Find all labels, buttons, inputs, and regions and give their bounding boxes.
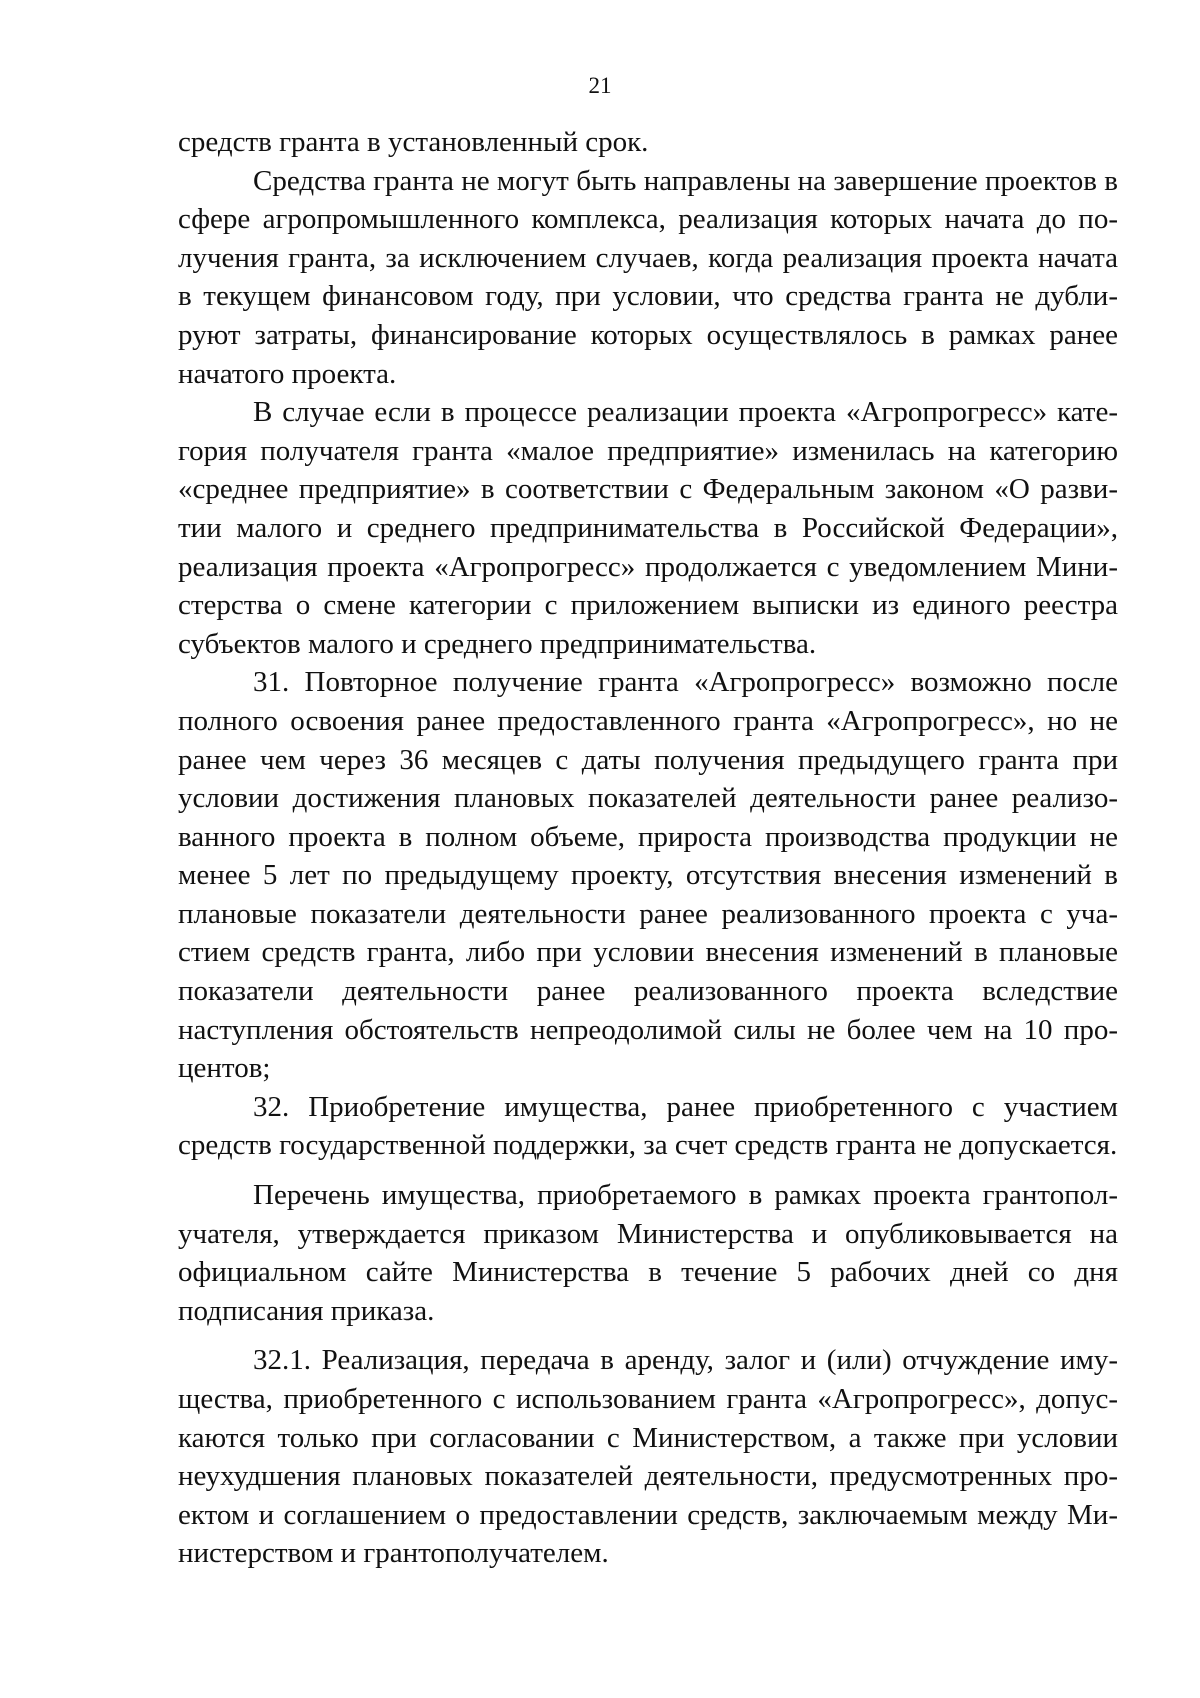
document-body	[178, 123, 1118, 1573]
page-number: 21	[588, 73, 612, 98]
paragraph-property-list: Перечень имущества, приобретаемого в рамках проекта грантополучателя, утверждается приказом Министерства и опубликовывается на официальном сайте Министерства в течение 5 рабочих дней со дня подписания приказа.	[178, 1179, 1118, 1327]
paragraph-continuation: средств гранта в установленный срок.	[178, 126, 649, 158]
paragraph-item-32: 32. Приобретение имущества, ранее приобретенного с участием средств государственной поддержки, за счет средств гранта не допускается.	[178, 1090, 1118, 1162]
paragraph-category-change: В случае если в процессе реализации проекта «Агропрогресс» категория получателя гранта «малое предприятие» изменилась на категорию «среднее предприятие» в соответствии с Федеральным законом «О развитии малого и среднего предпринимательства в Российской Федерации», реализация проекта «Агропрогресс» продолжается с уведомлением Министерства о смене категории с приложением выписки из единого реестра субъектов малого и среднего предпринимательства.	[178, 396, 1118, 660]
paragraph-item-32-1: 32.1. Реализация, передача в аренду, залог и (или) отчуждение имущества, приобретенного с использованием гранта «Агропрогресс», допускаются только при согласовании с Министерством, а также при условии неухудшения плановых показателей деятельности, предусмотренных проектом и соглашением о предоставлении средств, заключаемым между Министерством и грантополучателем.	[178, 1344, 1118, 1570]
paragraph-item-31: 31. Повторное получение гранта «Агропрогресс» возможно после полного освоения ранее предоставленного гранта «Агропрогресс», но не ранее чем через 36 месяцев с даты получения предыдущего гранта при условии достижения плановых показателей деятельности ранее реализованного проекта в полном объеме, прироста производства продукции не менее 5 лет по предыдущему проекту, отсутствия внесения изменений в плановые показатели деятельности ранее реализованного проекта с участием средств гранта, либо при условии внесения изменений в плановые показатели деятельности ранее реализованного проекта вследствие наступления обстоятельств непреодолимой силы не более чем на 10 процентов;	[178, 666, 1118, 1085]
paragraph-grant-restriction: Средства гранта не могут быть направлены на завершение проектов в сфере агропромышленного комплекса, реализация которых начата до получения гранта, за исключением случаев, когда реализация проекта начата в текущем финансовом году, при условии, что средства гранта не дублируют затраты, финансирование которых осуществлялось в рамках ранее начатого проекта.	[178, 164, 1118, 390]
